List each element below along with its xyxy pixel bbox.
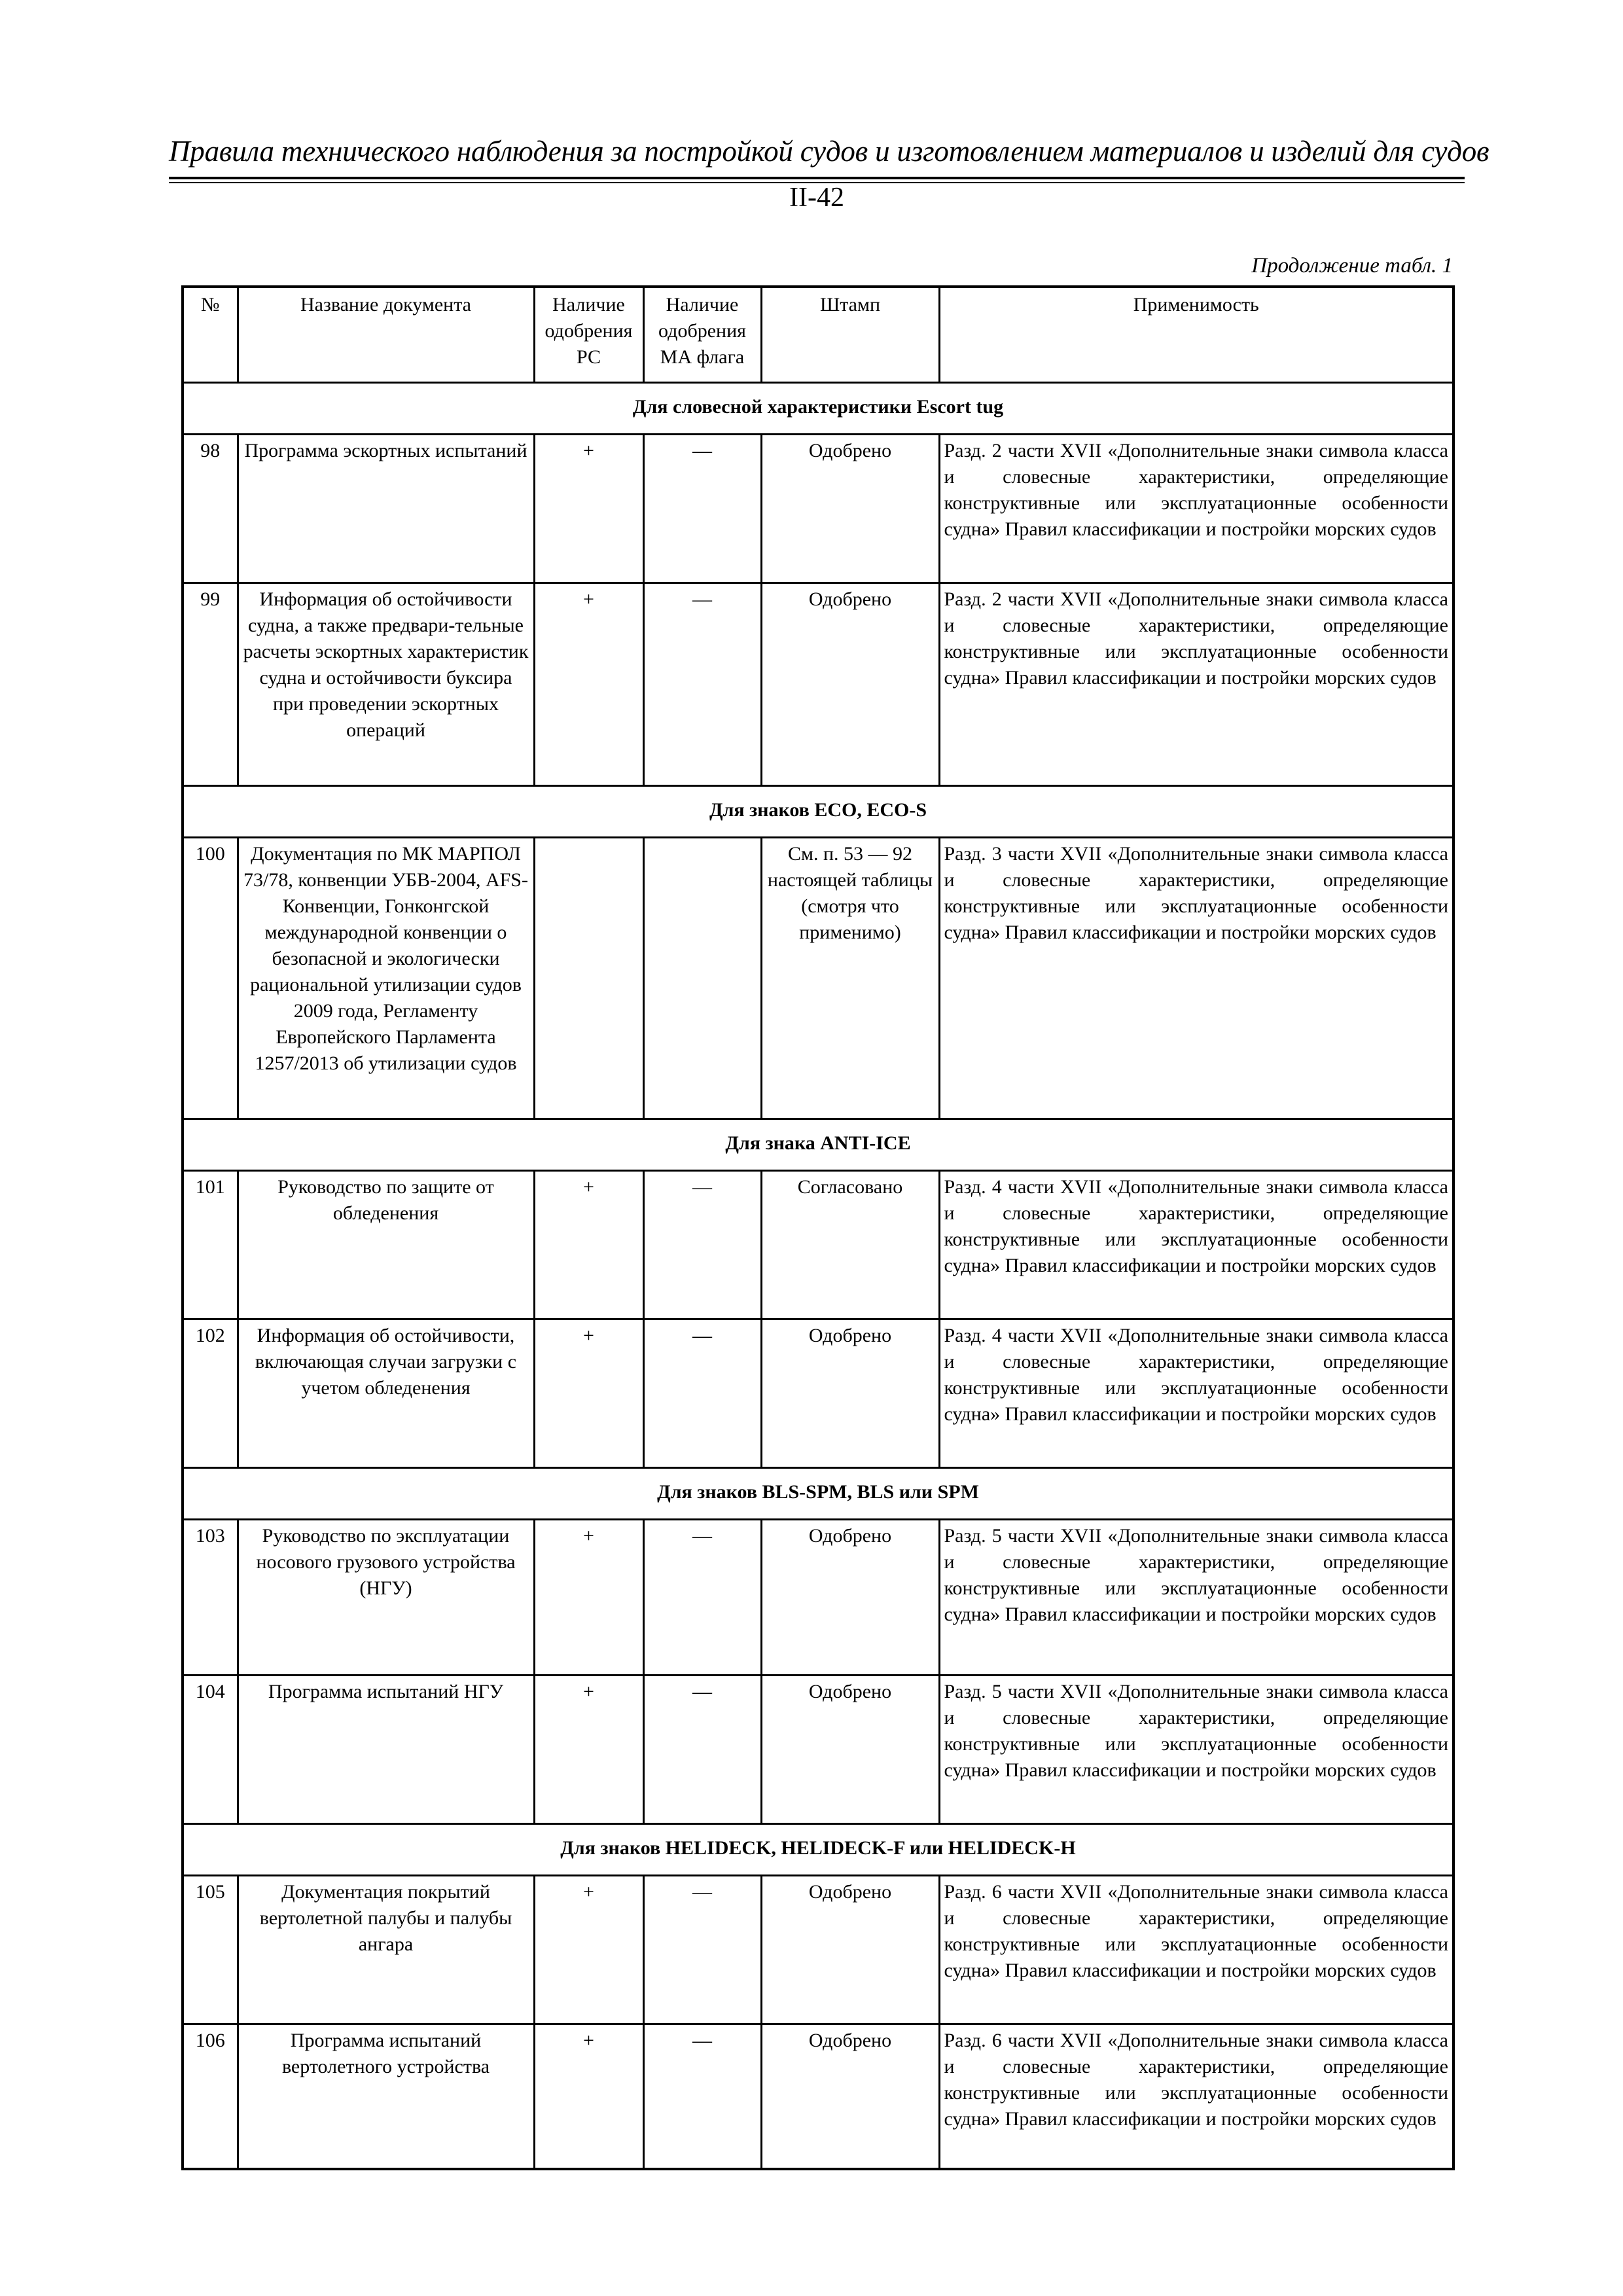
column-header-stamp: Штамп — [761, 287, 939, 382]
document-name: Руководство по защите от обледенения — [238, 1170, 534, 1319]
rs-approval-mark — [534, 837, 643, 1119]
stamp: См. п. 53 — 92 настоящей таблицы (смотря что применимо) — [761, 837, 939, 1119]
flag-approval-mark: — — [643, 1170, 761, 1319]
section-title: Для знаков ECO, ECO-S — [183, 785, 1454, 837]
applicability: Разд. 4 части XVII «Дополнительные знаки символа класса и словесные характеристики, определяющие конструктивные или эксплуатационные особенности судна» Правил классификации и постройки морских судов — [939, 1319, 1454, 1467]
applicability: Разд. 5 части XVII «Дополнительные знаки символа класса и словесные характеристики, определяющие конструктивные или эксплуатационные особенности судна» Правил классификации и постройки морских судов — [939, 1675, 1454, 1823]
document-name: Информация об остойчивости судна, а также предвари-тельные расчеты эскортных характеристик судна и остойчивости буксира при проведении эскортных операций — [238, 583, 534, 785]
stamp: Согласовано — [761, 1170, 939, 1319]
table-row — [183, 1519, 1454, 1675]
table-row — [183, 837, 1454, 1119]
flag-approval-mark: — — [643, 1519, 761, 1675]
documents-table — [181, 285, 1455, 2170]
table-row — [183, 1675, 1454, 1823]
document-name: Программа эскортных испытаний — [238, 434, 534, 583]
rs-approval-mark: + — [534, 1875, 643, 2024]
row-number: 103 — [183, 1519, 238, 1675]
column-header-applicability: Применимость — [939, 287, 1454, 382]
section-row — [183, 1467, 1454, 1519]
column-header-flag-approval: Наличие одобрения МА флага — [643, 287, 761, 382]
flag-approval-mark: — — [643, 1319, 761, 1467]
column-header-document-name: Название документа — [238, 287, 534, 382]
row-number: 100 — [183, 837, 238, 1119]
table-continuation-label: Продолжение табл. 1 — [1251, 254, 1453, 278]
section-title: Для словесной характеристики Escort tug — [183, 382, 1454, 434]
table-row — [183, 434, 1454, 583]
flag-approval-mark: — — [643, 2024, 761, 2169]
row-number: 102 — [183, 1319, 238, 1467]
table-row — [183, 1319, 1454, 1467]
table-header-row — [183, 287, 1454, 382]
section-row — [183, 382, 1454, 434]
document-name: Руководство по эксплуатации носового грузового устройства (НГУ) — [238, 1519, 534, 1675]
document-header-title: Правила технического наблюдения за постройкой судов и изготовлением материалов и изделий для судов — [169, 135, 1489, 168]
section-row — [183, 785, 1454, 837]
table-row — [183, 1170, 1454, 1319]
document-name: Документация покрытий вертолетной палубы и палубы ангара — [238, 1875, 534, 2024]
rs-approval-mark: + — [534, 1170, 643, 1319]
section-title: Для знаков HELIDECK, HELIDECK-F или HELIDECK-H — [183, 1823, 1454, 1875]
section-title: Для знака ANTI-ICE — [183, 1119, 1454, 1170]
rs-approval-mark: + — [534, 2024, 643, 2169]
flag-approval-mark — [643, 837, 761, 1119]
row-number: 106 — [183, 2024, 238, 2169]
applicability: Разд. 2 части XVII «Дополнительные знаки символа класса и словесные характеристики, определяющие конструктивные или эксплуатационные особенности судна» Правил классификации и постройки морских судов — [939, 434, 1454, 583]
rs-approval-mark: + — [534, 1319, 643, 1467]
stamp: Одобрено — [761, 1319, 939, 1467]
rs-approval-mark: + — [534, 1519, 643, 1675]
column-header-rs-approval: Наличие одобрения РС — [534, 287, 643, 382]
stamp: Одобрено — [761, 1875, 939, 2024]
rs-approval-mark: + — [534, 583, 643, 785]
stamp: Одобрено — [761, 2024, 939, 2169]
document-name: Информация об остойчивости, включающая случаи загрузки с учетом обледенения — [238, 1319, 534, 1467]
stamp: Одобрено — [761, 434, 939, 583]
stamp: Одобрено — [761, 583, 939, 785]
row-number: 99 — [183, 583, 238, 785]
table-row — [183, 2024, 1454, 2169]
flag-approval-mark: — — [643, 583, 761, 785]
applicability: Разд. 6 части XVII «Дополнительные знаки символа класса и словесные характеристики, определяющие конструктивные или эксплуатационные особенности судна» Правил классификации и постройки морских судов — [939, 2024, 1454, 2169]
applicability: Разд. 2 части XVII «Дополнительные знаки символа класса и словесные характеристики, определяющие конструктивные или эксплуатационные особенности судна» Правил классификации и постройки морских судов — [939, 583, 1454, 785]
row-number: 104 — [183, 1675, 238, 1823]
row-number: 98 — [183, 434, 238, 583]
document-name: Программа испытаний вертолетного устройства — [238, 2024, 534, 2169]
applicability: Разд. 3 части XVII «Дополнительные знаки символа класса и словесные характеристики, определяющие конструктивные или эксплуатационные особенности судна» Правил классификации и постройки морских судов — [939, 837, 1454, 1119]
flag-approval-mark: — — [643, 434, 761, 583]
row-number: 101 — [183, 1170, 238, 1319]
header-rule — [169, 177, 1465, 179]
section-row — [183, 1823, 1454, 1875]
rs-approval-mark: + — [534, 1675, 643, 1823]
section-row — [183, 1119, 1454, 1170]
rs-approval-mark: + — [534, 434, 643, 583]
flag-approval-mark: — — [643, 1675, 761, 1823]
stamp: Одобрено — [761, 1519, 939, 1675]
stamp: Одобрено — [761, 1675, 939, 1823]
page-number: II-42 — [789, 183, 844, 213]
table-row — [183, 583, 1454, 785]
document-name: Программа испытаний НГУ — [238, 1675, 534, 1823]
applicability: Разд. 6 части XVII «Дополнительные знаки символа класса и словесные характеристики, определяющие конструктивные или эксплуатационные особенности судна» Правил классификации и постройки морских судов — [939, 1875, 1454, 2024]
applicability: Разд. 4 части XVII «Дополнительные знаки символа класса и словесные характеристики, определяющие конструктивные или эксплуатационные особенности судна» Правил классификации и постройки морских судов — [939, 1170, 1454, 1319]
column-header-number: № — [183, 287, 238, 382]
flag-approval-mark: — — [643, 1875, 761, 2024]
row-number: 105 — [183, 1875, 238, 2024]
document-name: Документация по МК МАРПОЛ 73/78, конвенции УБВ-2004, AFS-Конвенции, Гонконгской международной конвенции о безопасной и экологически рациональной утилизации судов 2009 года, Регламенту Европейского Парламента 1257/2013 об утилизации судов — [238, 837, 534, 1119]
section-title: Для знаков BLS-SPM, BLS или SPM — [183, 1467, 1454, 1519]
table-row — [183, 1875, 1454, 2024]
applicability: Разд. 5 части XVII «Дополнительные знаки символа класса и словесные характеристики, определяющие конструктивные или эксплуатационные особенности судна» Правил классификации и постройки морских судов — [939, 1519, 1454, 1675]
